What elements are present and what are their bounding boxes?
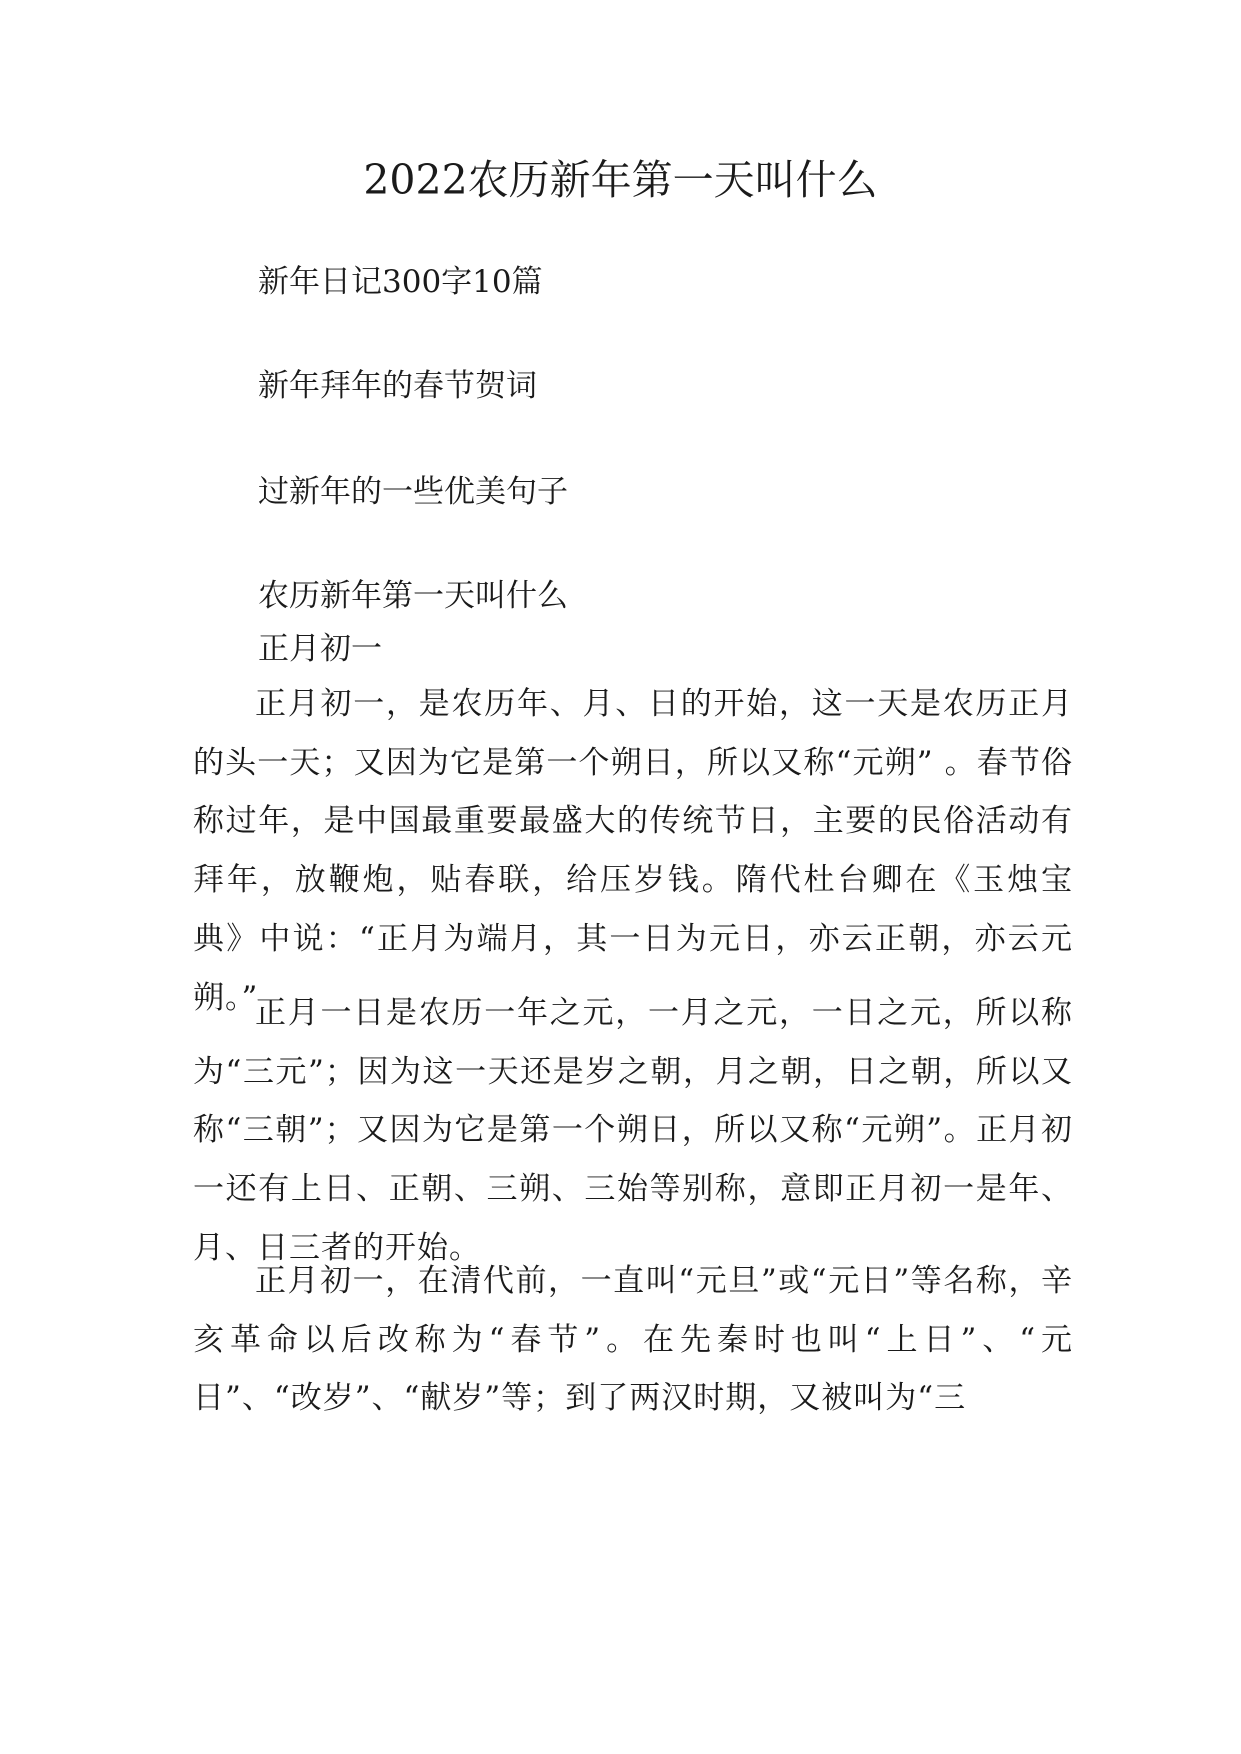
document-title: 2022农历新年第一天叫什么 — [363, 156, 878, 204]
paragraph-2: 正月一日是农历一年之元，一月之元，一日之元，所以称为“三元”；因为这一天还是岁之朝，月之朝，日之朝，所以又称“三朝”；又因为它是第一个朔日，所以又称“元朔”。正月初一还有上日、正朝、三朔、三始等别称，意即正月初一是年、月、日三者的开始。 — [193, 995, 1073, 1266]
related-link-greetings[interactable]: 新年拜年的春节贺词 — [258, 368, 537, 404]
related-link-sentences[interactable]: 过新年的一些优美句子 — [258, 474, 568, 510]
paragraph-3: 正月初一，在清代前，一直叫“元旦”或“元日”等名称，辛亥革命以后改称为“春节”。在先秦时也叫“上日”、“元日”、“改岁”、“献岁”等；到了两汉时期，又被叫为“三 — [193, 1263, 1073, 1417]
paragraph-1: 正月初一，是农历年、月、日的开始，这一天是农历正月的头一天；又因为它是第一个朔日，所以又称“元朔” 。春节俗称过年，是中国最重要最盛大的传统节日，主要的民俗活动有拜年，放鞭炮，贴春联，给压岁钱。隋代杜台卿在《玉烛宝典》中说：“正月为端月，其一日为元日，亦云正朝，亦云元朔。” — [193, 686, 1073, 1016]
section-heading: 农历新年第一天叫什么 — [258, 578, 568, 614]
answer-line: 正月初一 — [258, 631, 382, 667]
related-link-diary[interactable]: 新年日记300字10篇 — [258, 264, 543, 300]
